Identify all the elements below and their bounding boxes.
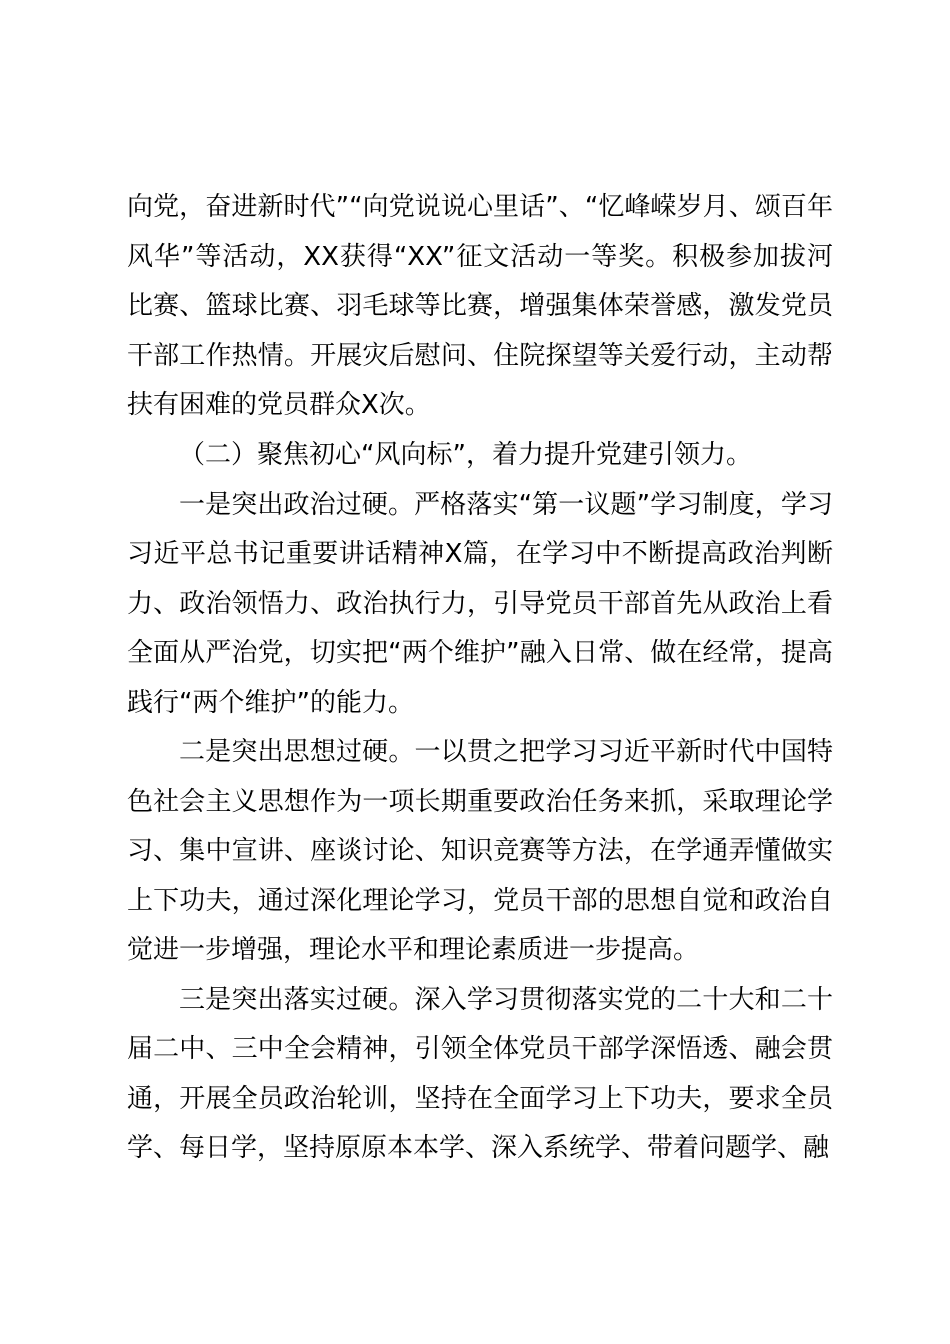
paragraph-implementation: 三是突出落实过硬。深入学习贯彻落实党的二十大和二十届二中、三中全会精神，引领全体党员干部学深悟透、融会贯通，开展全员政治轮训，坚持在全面学习上下功夫，要求全员学、每日学，坚持原原本本学、深入系统学、带着问题学、融 [127,984,833,1163]
section-heading: （二）聚焦初心“风向标”，着力提升党建引领力。 [179,440,752,470]
continued-paragraph-block [127,183,833,431]
section-body [127,431,833,1174]
paragraph-activities: 向党，奋进新时代”“向党说说心里话”、“忆峰嵘岁月、颂百年风华”等活动，XX获得“XX”征文活动一等奖。积极参加拔河比赛、篮球比赛、羽毛球等比赛，增强集体荣誉感，激发党员干部工作热情。开展灾后慰问、住院探望等关爱行动，主动帮扶有困难的党员群众X次。 [127,192,833,420]
paragraph-ideological: 二是突出思想过硬。一以贯之把学习习近平新时代中国特色社会主义思想作为一项长期重要政治任务来抓，采取理论学习、集中宣讲、座谈讨论、知识竞赛等方法，在学通弄懂做实上下功夫，通过深化理论学习，党员干部的思想自觉和政治自觉进一步增强，理论水平和理论素质进一步提高。 [127,737,833,965]
paragraph-political: 一是突出政治过硬。严格落实“第一议题”学习制度，学习习近平总书记重要讲话精神X篇，在学习中不断提高政治判断力、政治领悟力、政治执行力，引导党员干部首先从政治上看全面从严治党，切实把“两个维护”融入日常、做在经常，提高践行“两个维护”的能力。 [127,489,833,718]
